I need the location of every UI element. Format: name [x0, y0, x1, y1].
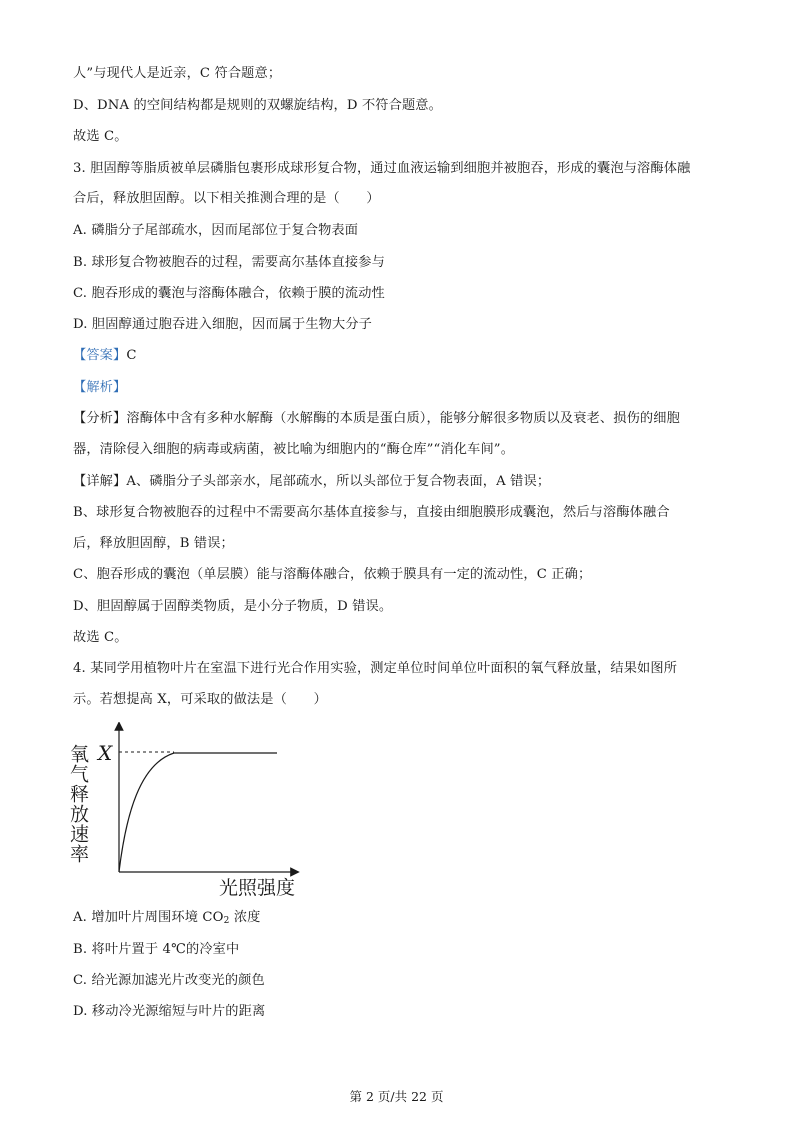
fenxi-text: 溶酶体中含有多种水解酶（水解酶的本质是蛋白质），能够分解很多物质以及衰老、损伤的细胞 [126, 411, 680, 426]
xiangjie-text: A、磷脂分子头部亲水，尾部疏水，所以头部位于复合物表面，A 错误； [126, 474, 551, 489]
fenxi-line [73, 410, 680, 428]
xiangjie-line [73, 473, 550, 491]
option-b: B. 球形复合物被胞吞的过程，需要高尔基体直接参与 [73, 255, 385, 270]
x-axis-label: 光照强度 [219, 877, 296, 899]
text-line: D、胆固醇属于固醇类物质，是小分子物质，D 错误。 [73, 599, 393, 614]
fenxi-tag: 【分析】 [73, 411, 127, 426]
xiangjie-tag: 【详解】 [73, 474, 127, 489]
option-4c: C. 给光源加滤光片改变光的颜色 [73, 973, 265, 988]
subscript-2: 2 [223, 916, 230, 926]
analysis-tag: 【解析】 [73, 380, 127, 395]
saturation-curve [119, 753, 277, 872]
option-4a-text-end: 浓度 [229, 910, 261, 925]
question-4-stem-cont: 示。若想提高 X，可采取的做法是（ ） [73, 692, 327, 707]
page-footer: 第 2 页/共 22 页 [349, 1089, 444, 1104]
text-line: 故选 C。 [73, 129, 128, 144]
option-4d: D. 移动冷光源缩短与叶片的距离 [73, 1004, 266, 1019]
oxygen-release-graph [62, 722, 312, 900]
answer-line [73, 347, 137, 365]
text-line: 人”与现代人是近亲，C 符合题意； [73, 66, 282, 81]
question-4-stem: 4. 某同学用植物叶片在室温下进行光合作用实验，测定单位时间单位叶面积的氧气释放量，结果如图所 [73, 661, 678, 676]
text-line: 故选 C。 [73, 630, 128, 645]
answer-value: C [126, 348, 137, 363]
y-axis-label: 氧气释放速率 [67, 744, 89, 864]
y-mark-x: X [98, 741, 113, 765]
text-line: 器，清除侵入细胞的病毒或病菌，被比喻为细胞内的“酶仓库”“消化车间”。 [73, 442, 515, 457]
question-3-stem-cont: 合后，释放胆固醇。以下相关推测合理的是（ ） [73, 191, 380, 206]
option-4a [73, 909, 261, 927]
option-4a-text: A. 增加叶片周围环境 CO [73, 910, 224, 925]
text-line: C、胞吞形成的囊泡（单层膜）能与溶酶体融合，依赖于膜具有一定的流动性，C 正确； [73, 567, 592, 582]
option-c: C. 胞吞形成的囊泡与溶酶体融合，依赖于膜的流动性 [73, 286, 385, 301]
question-3-stem: 3. 胆固醇等脂质被单层磷脂包裹形成球形复合物，通过血液运输到细胞并被胞吞，形成的囊泡与溶酶体融 [73, 161, 691, 176]
option-a: A. 磷脂分子尾部疏水，因而尾部位于复合物表面 [73, 223, 359, 238]
option-d: D. 胆固醇通过胞吞进入细胞，因而属于生物大分子 [73, 317, 373, 332]
answer-tag: 【答案】 [73, 348, 127, 363]
option-4b: B. 将叶片置于 4℃的冷室中 [73, 942, 240, 957]
text-line: 后，释放胆固醇，B 错误； [73, 536, 234, 551]
text-line: D、DNA 的空间结构都是规则的双螺旋结构，D 不符合题意。 [73, 98, 442, 113]
text-line: B、球形复合物被胞吞的过程中不需要高尔基体直接参与，直接由细胞膜形成囊泡，然后与溶酶体融合 [73, 505, 670, 520]
